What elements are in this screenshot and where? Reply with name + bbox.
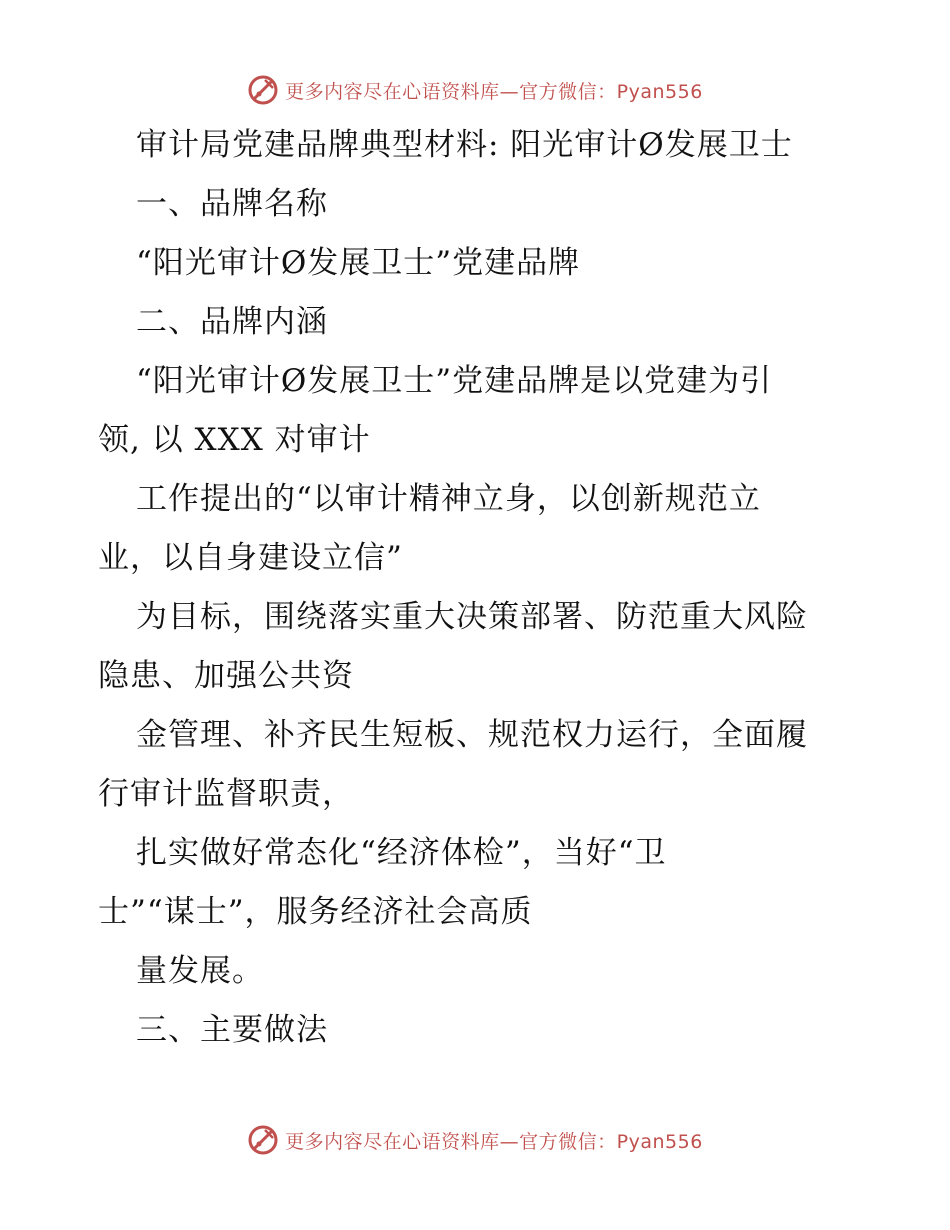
section-heading-2: 二、品牌内涵 [136, 304, 328, 340]
paragraph-line: 隐患、加强公共资 [98, 658, 354, 694]
paragraph-line: 领, 以 XXX 对审计 [98, 422, 371, 458]
paragraph-line: 业，以自身建设立信” [98, 540, 403, 576]
section-heading-1: 一、品牌名称 [136, 186, 328, 222]
paragraph-line: 工作提出的“以审计精神立身，以创新规范立 [136, 481, 761, 517]
paragraph-line: 量发展。 [136, 953, 264, 989]
paragraph-line: 行审计监督职责， [98, 776, 354, 812]
watermark-banner-bottom [0, 1120, 950, 1160]
brand-logo-icon [247, 74, 279, 106]
paragraph-line: 为目标，围绕落实重大决策部署、防范重大风险 [136, 599, 808, 635]
paragraph-line: 金管理、补齐民生短板、规范权力运行，全面履 [136, 717, 808, 753]
watermark-text: 更多内容尽在心语资料库—官方微信：Pyan556 [285, 80, 703, 103]
paragraph-line: “阳光审计Ø发展卫士”党建品牌 [136, 245, 581, 281]
section-heading-3: 三、主要做法 [136, 1012, 328, 1048]
document-title: 审计局党建品牌典型材料: 阳光审计Ø发展卫士 [136, 127, 793, 163]
paragraph-line: 士”“谋士”，服务经济社会高质 [98, 894, 533, 930]
paragraph-line: 扎实做好常态化“经济体检”，当好“卫 [136, 835, 667, 871]
paragraph-line: “阳光审计Ø发展卫士”党建品牌是以党建为引 [136, 363, 773, 399]
brand-logo-icon [247, 1124, 279, 1156]
watermark-banner-top [0, 70, 950, 110]
watermark-text: 更多内容尽在心语资料库—官方微信：Pyan556 [285, 1130, 703, 1153]
